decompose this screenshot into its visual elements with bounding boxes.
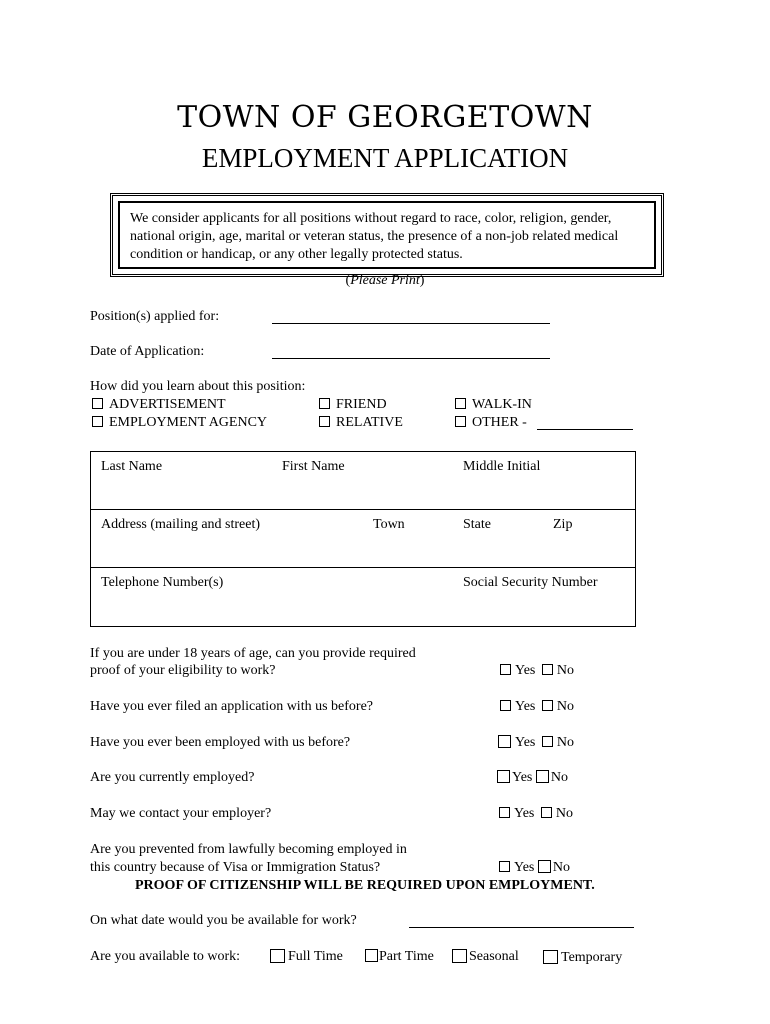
checkbox-icon[interactable]	[92, 416, 103, 427]
currently-employed-yes-no	[497, 770, 568, 786]
form-title: TOWN OF GEORGETOWN	[177, 100, 593, 135]
under-18-yes-no	[500, 663, 574, 679]
checkbox-icon[interactable]	[455, 398, 466, 409]
checkbox-no-icon[interactable]	[536, 770, 549, 783]
checkbox-icon[interactable]	[270, 949, 285, 963]
work-type-question: Are you available to work:	[90, 949, 241, 964]
middle-initial-field[interactable]: Middle Initial	[463, 459, 541, 474]
question-employed-before: Have you ever been employed with us before?	[90, 735, 351, 750]
table-divider	[91, 567, 635, 568]
employed-before-yes-no	[498, 735, 574, 751]
checkbox-no-icon[interactable]	[542, 664, 553, 675]
position-input-line[interactable]	[272, 323, 550, 324]
checkbox-icon[interactable]	[455, 416, 466, 427]
checkbox-icon[interactable]	[92, 398, 103, 409]
checkbox-icon[interactable]	[319, 398, 330, 409]
visa-yes-no	[499, 860, 570, 876]
option-label: WALK-IN	[472, 397, 532, 412]
work-option-seasonal[interactable]	[452, 949, 519, 965]
source-option-other[interactable]	[455, 415, 527, 431]
yes-label: Yes	[512, 770, 533, 785]
option-label: OTHER -	[472, 415, 527, 430]
no-label: No	[556, 699, 574, 714]
checkbox-yes-icon[interactable]	[499, 807, 510, 818]
equal-opportunity-notice-box	[110, 193, 664, 277]
option-label: ADVERTISEMENT	[109, 397, 226, 412]
please-print-note	[0, 273, 770, 289]
ssn-field[interactable]: Social Security Number	[463, 575, 598, 590]
source-option-walk-in[interactable]	[455, 397, 532, 413]
yes-label: Yes	[515, 735, 536, 750]
personal-info-table	[90, 451, 636, 627]
work-option-full-time[interactable]	[270, 949, 343, 965]
source-question: How did you learn about this position:	[90, 379, 306, 394]
please-print-text: Please Print	[350, 273, 420, 288]
state-field[interactable]: State	[463, 517, 491, 532]
paren-close: )	[419, 273, 425, 288]
no-label: No	[550, 770, 568, 785]
filed-before-yes-no	[500, 699, 574, 715]
position-label: Position(s) applied for:	[90, 309, 220, 324]
checkbox-icon[interactable]	[319, 416, 330, 427]
question-under-18-line2: proof of your eligibility to work?	[90, 663, 276, 678]
notice-inner-border	[118, 201, 656, 269]
no-label: No	[552, 860, 570, 875]
town-field[interactable]: Town	[373, 517, 405, 532]
checkbox-yes-icon[interactable]	[498, 735, 511, 748]
contact-employer-yes-no	[499, 806, 573, 822]
other-input-line[interactable]	[537, 429, 633, 430]
source-option-friend[interactable]	[319, 397, 387, 413]
table-divider	[91, 509, 635, 510]
checkbox-no-icon[interactable]	[542, 736, 553, 747]
option-label: Part Time	[379, 949, 434, 964]
first-name-field[interactable]: First Name	[282, 459, 345, 474]
proof-of-citizenship-note: PROOF OF CITIZENSHIP WILL BE REQUIRED UPON EMPLOYMENT.	[135, 878, 595, 893]
no-label: No	[556, 663, 574, 678]
option-label: RELATIVE	[336, 415, 403, 430]
no-label: No	[555, 806, 573, 821]
yes-label: Yes	[514, 860, 535, 875]
question-under-18-line1: If you are under 18 years of age, can you provide required	[90, 646, 416, 661]
question-visa-line2: this country because of Visa or Immigration Status?	[90, 860, 381, 875]
source-option-relative[interactable]	[319, 415, 403, 431]
option-label: EMPLOYMENT AGENCY	[109, 415, 268, 430]
option-label: Full Time	[288, 949, 343, 964]
checkbox-no-icon[interactable]	[538, 860, 551, 873]
checkbox-no-icon[interactable]	[541, 807, 552, 818]
telephone-field[interactable]: Telephone Number(s)	[101, 575, 224, 590]
no-label: No	[556, 735, 574, 750]
option-label: FRIEND	[336, 397, 387, 412]
checkbox-yes-icon[interactable]	[500, 700, 511, 711]
checkbox-no-icon[interactable]	[542, 700, 553, 711]
checkbox-icon[interactable]	[543, 950, 558, 964]
checkbox-yes-icon[interactable]	[500, 664, 511, 675]
source-option-advertisement[interactable]	[92, 397, 226, 413]
yes-label: Yes	[515, 663, 536, 678]
paren-open: (	[345, 273, 351, 288]
checkbox-icon[interactable]	[365, 949, 378, 962]
yes-label: Yes	[515, 699, 536, 714]
checkbox-icon[interactable]	[452, 949, 467, 963]
question-currently-employed: Are you currently employed?	[90, 770, 255, 785]
question-contact-employer: May we contact your employer?	[90, 806, 272, 821]
zip-field[interactable]: Zip	[553, 517, 573, 532]
checkbox-yes-icon[interactable]	[499, 861, 510, 872]
question-filed-before: Have you ever filed an application with us before?	[90, 699, 374, 714]
last-name-field[interactable]: Last Name	[101, 459, 163, 474]
form-subtitle: EMPLOYMENT APPLICATION	[201, 143, 569, 173]
availability-date-line[interactable]	[409, 927, 634, 928]
date-label: Date of Application:	[90, 344, 205, 359]
source-option-employment-agency[interactable]	[92, 415, 267, 431]
work-option-part-time[interactable]	[365, 949, 434, 965]
equal-opportunity-notice: We consider applicants for all positions without regard to race, color, religion, gender, national origin, age, marital or veteran status, the presence of a non-job related medical condition or handicap, or any other legally protected status.	[130, 211, 619, 262]
checkbox-yes-icon[interactable]	[497, 770, 510, 783]
work-option-temporary[interactable]	[543, 950, 622, 966]
question-visa-line1: Are you prevented from lawfully becoming employed in	[90, 842, 407, 857]
option-label: Temporary	[561, 950, 623, 965]
address-field[interactable]: Address (mailing and street)	[101, 517, 261, 532]
yes-label: Yes	[514, 806, 535, 821]
date-input-line[interactable]	[272, 358, 550, 359]
option-label: Seasonal	[469, 949, 519, 964]
availability-date-question: On what date would you be available for work?	[90, 913, 357, 928]
